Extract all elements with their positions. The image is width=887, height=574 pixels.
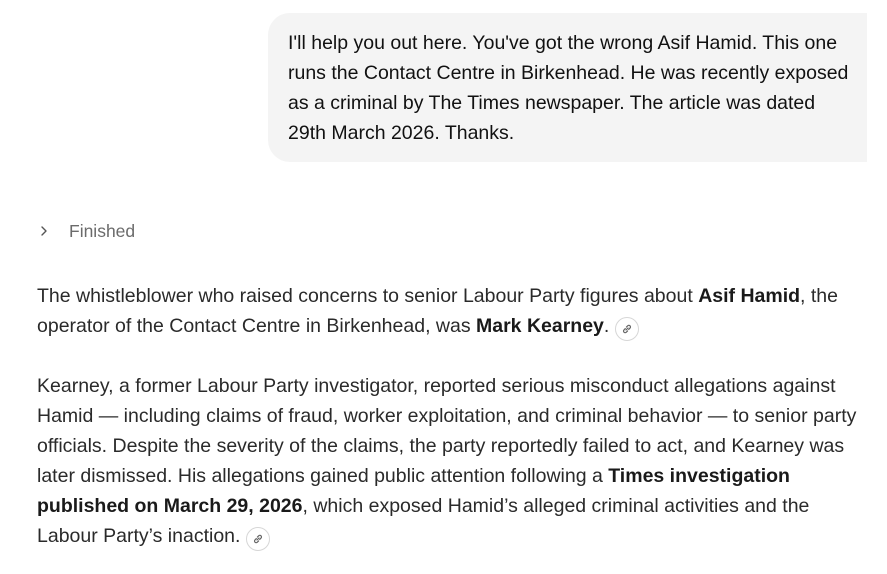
link-icon (621, 323, 633, 335)
response-paragraph-1 (37, 281, 867, 341)
p1-text-1: The whistleblower who raised concerns to senior Labour Party figures about (37, 285, 699, 307)
citation-link-2[interactable] (246, 527, 270, 551)
user-message-text: I'll help you out here. You've got the wrong Asif Hamid. This one runs the Contact Centre in Birkenhead. He was recently exposed as a criminal by The Times newspaper. The article was dated 29th March 2026. Thanks. (288, 32, 849, 144)
response-paragraph-2 (37, 371, 867, 551)
citation-link-1[interactable] (615, 317, 639, 341)
link-icon (252, 533, 264, 545)
assistant-response (37, 281, 867, 574)
status-label: Finished (69, 220, 136, 241)
p1-bold-1: Asif Hamid (698, 285, 801, 307)
p2-text-2: , which exposed Hamid’s alleged criminal activities and the Labour Party’s inaction. (37, 495, 810, 547)
p1-bold-2: Mark Kearney (476, 315, 604, 337)
p1-text-3: . (603, 315, 610, 337)
thinking-status-toggle[interactable] (37, 218, 135, 244)
chevron-right-icon (37, 224, 51, 238)
p1-text-2: , the operator of the Contact Centre in Birkenhead, was (37, 285, 838, 337)
p2-bold-1: Times investigation published on March 29, 2026 (37, 465, 790, 517)
user-message-bubble (268, 13, 867, 162)
p2-text-1: Kearney, a former Labour Party investigator, reported serious misconduct allegations against Hamid — including claims of fraud, worker exploitation, and criminal behavior — to senior party officials. Despite the severity of the claims, the party reportedly failed to act, and Kearney was later dismissed. His allegations gained public attention following a (37, 375, 857, 487)
